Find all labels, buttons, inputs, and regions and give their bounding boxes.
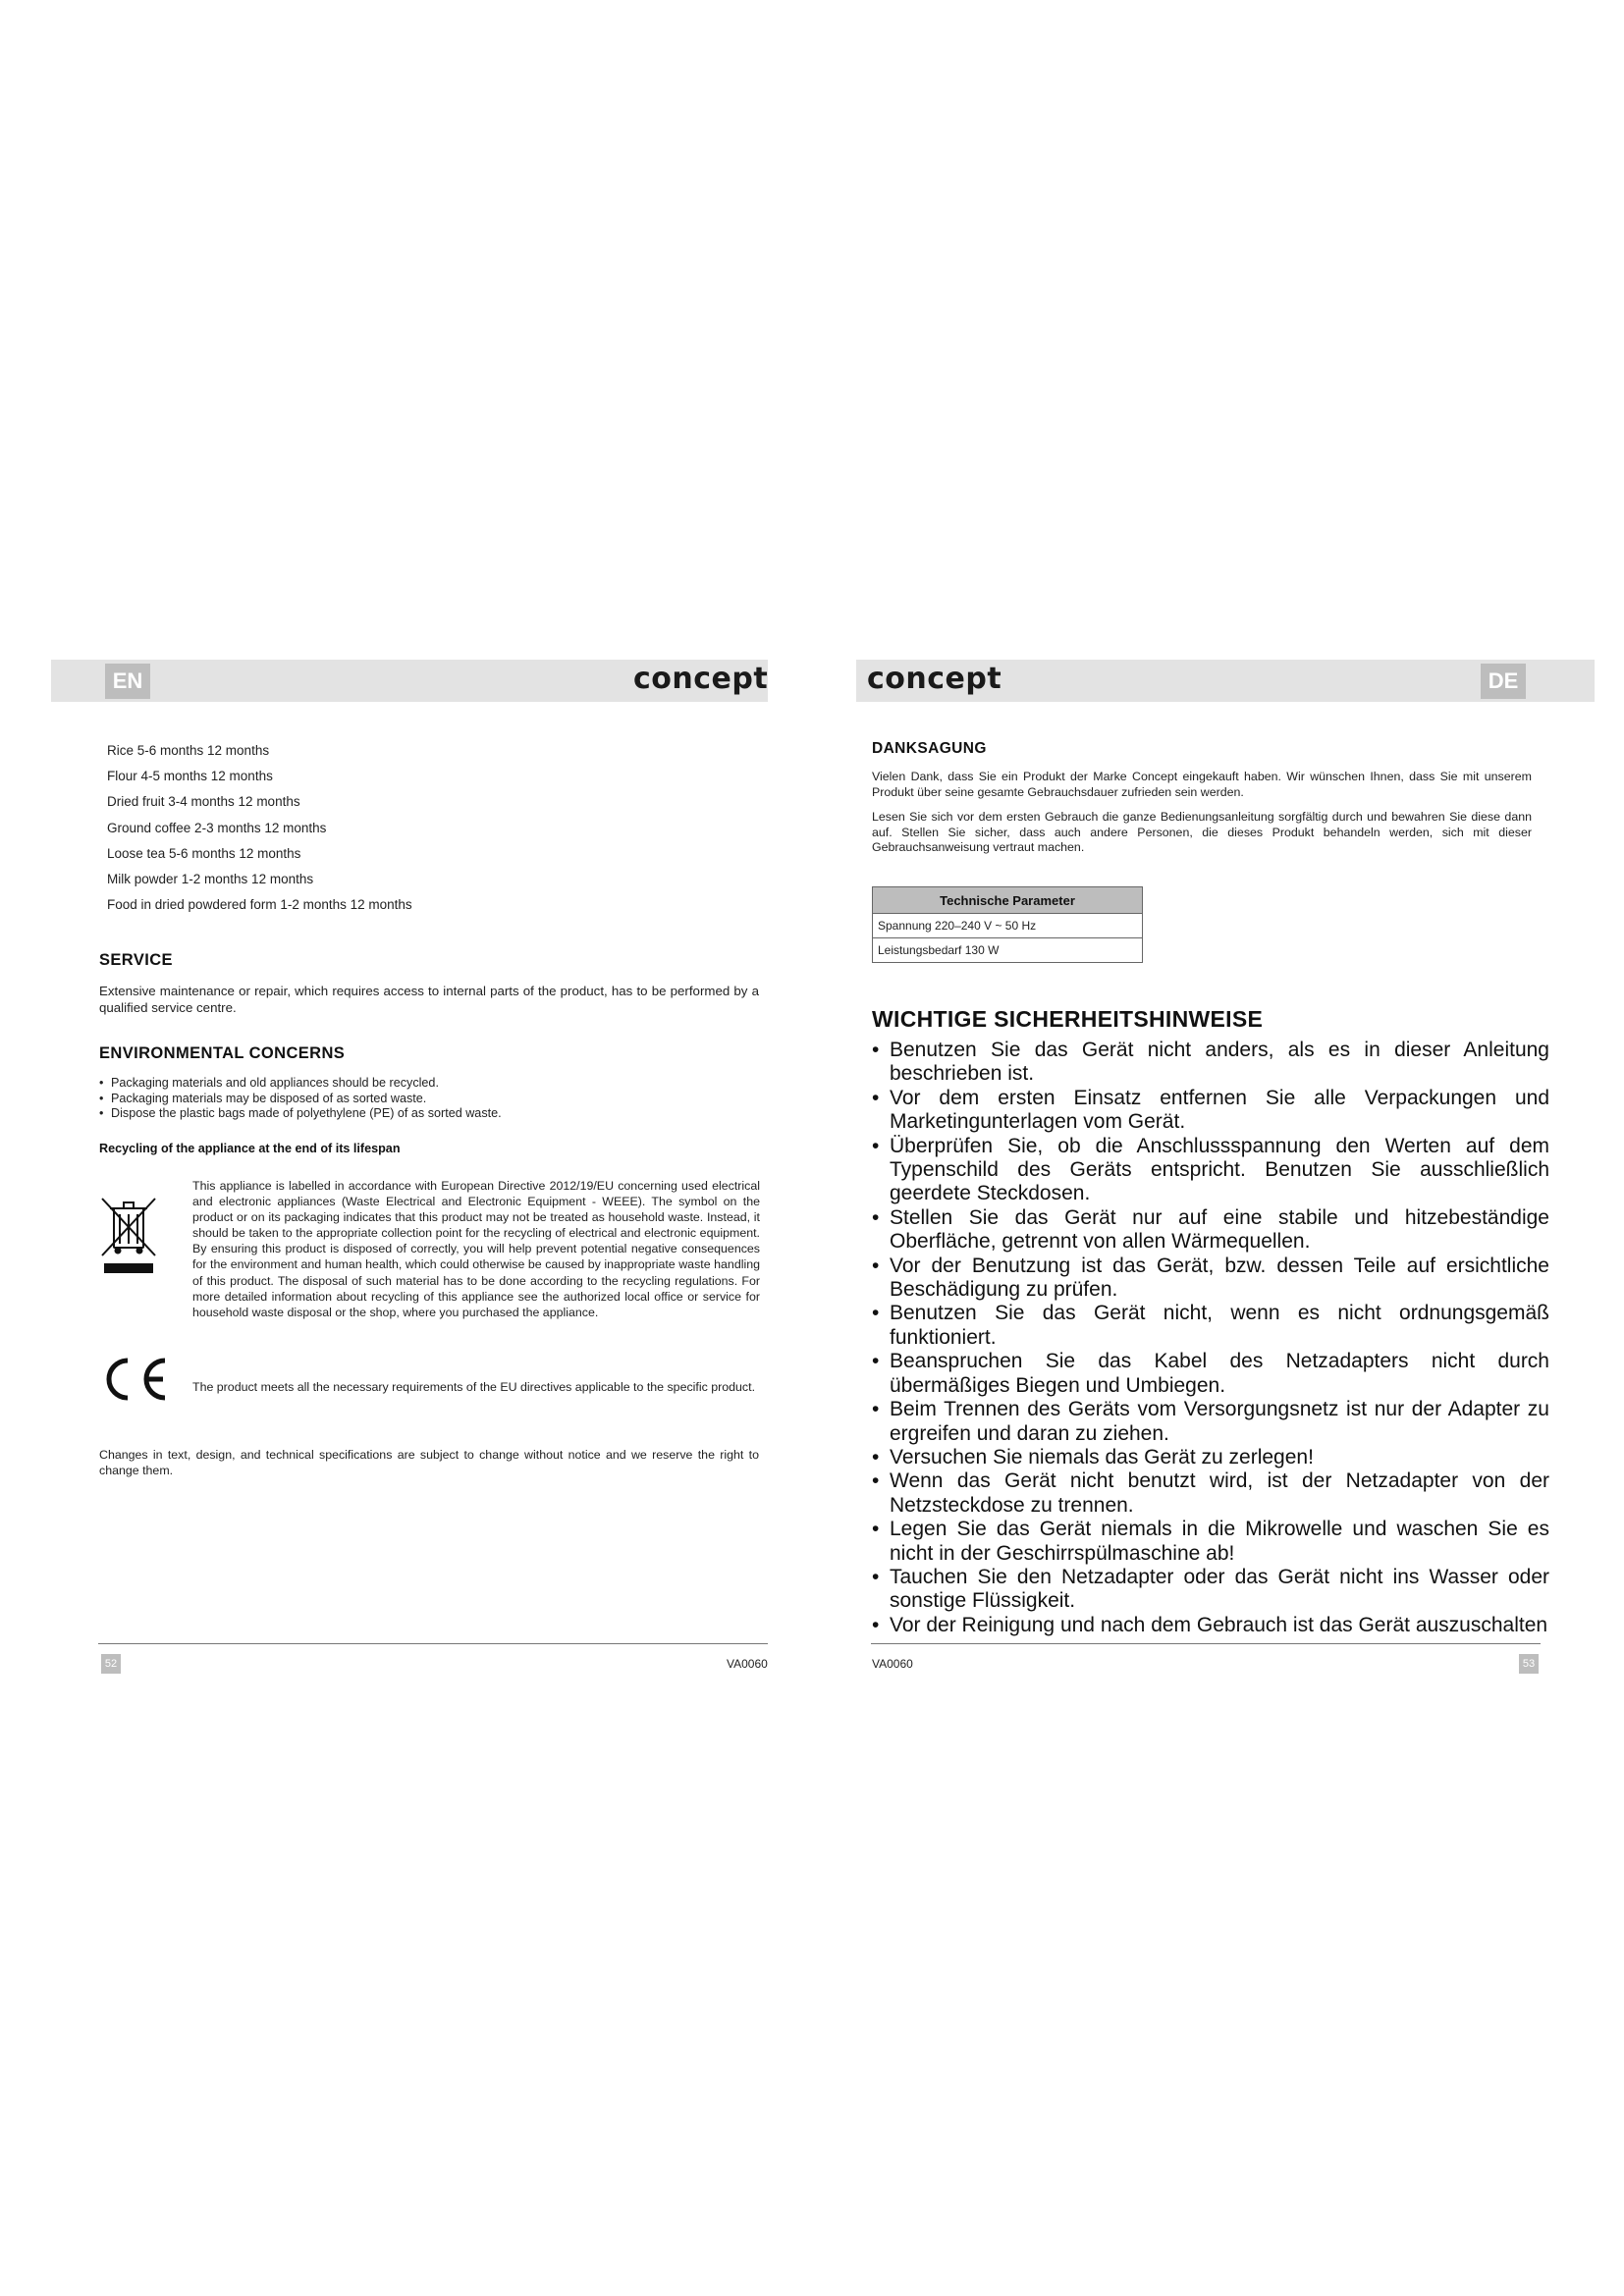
list-item: • Dispose the plastic bags made of polyethylene (PE) of as sorted waste. bbox=[99, 1106, 759, 1122]
thanks-paragraph-2: Lesen Sie sich vor dem ersten Gebrauch die ganze Bedienungsanleitung sorgfältig durch und bewahren Sie diese dann auf. Stellen Sie sicher, dass auch andere Personen, die dieses Produkt behandeln werden, sich mit dieser Gebrauchsanweisung vertraut machen. bbox=[872, 810, 1532, 854]
list-item: • Beanspruchen Sie das Kabel des Netzadapters nicht durch übermäßiges Biegen und Umbiegen. bbox=[872, 1350, 1549, 1398]
table-header: Technische Parameter bbox=[873, 887, 1143, 914]
list-item: • Packaging materials and old appliances should be recycled. bbox=[99, 1076, 759, 1092]
list-item: • Packaging materials may be disposed of as sorted waste. bbox=[99, 1092, 759, 1107]
list-item: • Vor der Benutzung ist das Gerät, bzw. dessen Teile auf ersichtliche Beschädigung zu prüfen. bbox=[872, 1255, 1549, 1303]
changes-note: Changes in text, design, and technical specifications are subject to change without notice and we reserve the right to change them. bbox=[99, 1448, 759, 1477]
list-item: • Beim Trennen des Geräts vom Versorgungsnetz ist nur der Adapter zu ergreifen und daran zu ziehen. bbox=[872, 1398, 1549, 1446]
environment-heading: ENVIRONMENTAL CONCERNS bbox=[99, 1044, 346, 1062]
list-item: • Stellen Sie das Gerät nur auf eine stabile und hitzebeständige Oberfläche, getrennt von allen Wärmequellen. bbox=[872, 1206, 1549, 1255]
list-item: • Benutzen Sie das Gerät nicht, wenn es nicht ordnungsgemäß funktioniert. bbox=[872, 1302, 1549, 1350]
page-number-right: 53 bbox=[1519, 1654, 1539, 1674]
list-item: • Vor dem ersten Einsatz entfernen Sie alle Verpackungen und Marketingunterlagen vom Gerät. bbox=[872, 1087, 1549, 1135]
ce-text: The product meets all the necessary requirements of the EU directives applicable to the specific product. bbox=[192, 1380, 756, 1394]
list-item: Loose tea 5-6 months 12 months bbox=[107, 845, 301, 861]
table-cell: Spannung 220–240 V ~ 50 Hz bbox=[873, 914, 1143, 938]
table-row bbox=[873, 938, 1143, 963]
list-item: • Vor der Reinigung und nach dem Gebrauch ist das Gerät auszuschalten bbox=[872, 1614, 1549, 1637]
weee-text: This appliance is labelled in accordance with European Directive 2012/19/EU concerning used electrical and electronic appliances (Waste Electrical and Electronic Equipment - WEEE). The symbol on the product or on its packaging indicates that this product may not be treated as household waste. Instead, it should be taken to the appropriate collection point for the recycling of electrical and electronic equipment. By ensuring this product is disposed of correctly, you will help prevent potential negative consequences for the environment and human health, which could otherwise be caused by inappropriate waste handling of this product. The disposal of such material has to be done according to the recycling regulations. For more detailed information about recycling of this appliance see the authorized local office or service for household waste disposal or the shop, where you purchased the appliance. bbox=[192, 1179, 760, 1319]
footer-divider-left bbox=[98, 1643, 768, 1644]
brand-logo-right: concept bbox=[867, 662, 1002, 696]
list-item: • Wenn das Gerät nicht benutzt wird, ist der Netzadapter von der Netzsteckdose zu trennen. bbox=[872, 1469, 1549, 1518]
footer-divider-right bbox=[871, 1643, 1541, 1644]
model-code-left: VA0060 bbox=[727, 1657, 768, 1671]
brand-logo-left: concept bbox=[633, 662, 769, 696]
environment-bullets bbox=[99, 1076, 759, 1122]
list-item: Dried fruit 3-4 months 12 months bbox=[107, 794, 300, 810]
safety-heading: WICHTIGE SICHERHEITSHINWEISE bbox=[872, 1006, 1264, 1032]
list-item: Rice 5-6 months 12 months bbox=[107, 743, 270, 758]
ce-mark-icon bbox=[98, 1355, 171, 1404]
list-item: • Legen Sie das Gerät niemals in die Mikrowelle und waschen Sie es nicht in der Geschirrspülmaschine ab! bbox=[872, 1518, 1549, 1566]
storage-times-list bbox=[107, 741, 696, 921]
language-tag-de: DE bbox=[1481, 664, 1526, 699]
crossed-out-wheelie-bin-icon bbox=[98, 1195, 159, 1275]
thanks-heading: DANKSAGUNG bbox=[872, 740, 987, 757]
list-item: • Benutzen Sie das Gerät nicht anders, als es in dieser Anleitung beschrieben ist. bbox=[872, 1039, 1549, 1087]
thanks-paragraph-1: Vielen Dank, dass Sie ein Produkt der Marke Concept eingekauft haben. Wir wünschen Ihnen, dass Sie mit unserem Produkt über seine gesamte Gebrauchsdauer zufrieden sein werden. bbox=[872, 770, 1532, 799]
page-number-left: 52 bbox=[101, 1654, 121, 1674]
service-text: Extensive maintenance or repair, which requires access to internal parts of the product, has to be performed by a qualified service centre. bbox=[99, 984, 759, 1015]
list-item: • Tauchen Sie den Netzadapter oder das Gerät nicht ins Wasser oder sonstige Flüssigkeit. bbox=[872, 1566, 1549, 1614]
service-heading: SERVICE bbox=[99, 951, 173, 969]
language-tag-en: EN bbox=[105, 664, 150, 699]
list-item: • Versuchen Sie niemals das Gerät zu zerlegen! bbox=[872, 1446, 1549, 1469]
technical-parameters-table bbox=[872, 886, 1143, 963]
table-cell: Leistungsbedarf 130 W bbox=[873, 938, 1143, 963]
safety-instructions-list bbox=[872, 1039, 1549, 1637]
list-item: Flour 4-5 months 12 months bbox=[107, 769, 273, 784]
list-item: Food in dried powdered form 1-2 months 12 months bbox=[107, 897, 412, 913]
model-code-right: VA0060 bbox=[872, 1657, 913, 1671]
recycling-heading: Recycling of the appliance at the end of its lifespan bbox=[99, 1142, 401, 1155]
list-item: Milk powder 1-2 months 12 months bbox=[107, 871, 314, 886]
list-item: Ground coffee 2-3 months 12 months bbox=[107, 820, 327, 835]
list-item: • Überprüfen Sie, ob die Anschlussspannung den Werten auf dem Typenschild des Geräts entspricht. Benutzen Sie ausschließlich geerdete Steckdosen. bbox=[872, 1135, 1549, 1206]
table-row bbox=[873, 914, 1143, 938]
